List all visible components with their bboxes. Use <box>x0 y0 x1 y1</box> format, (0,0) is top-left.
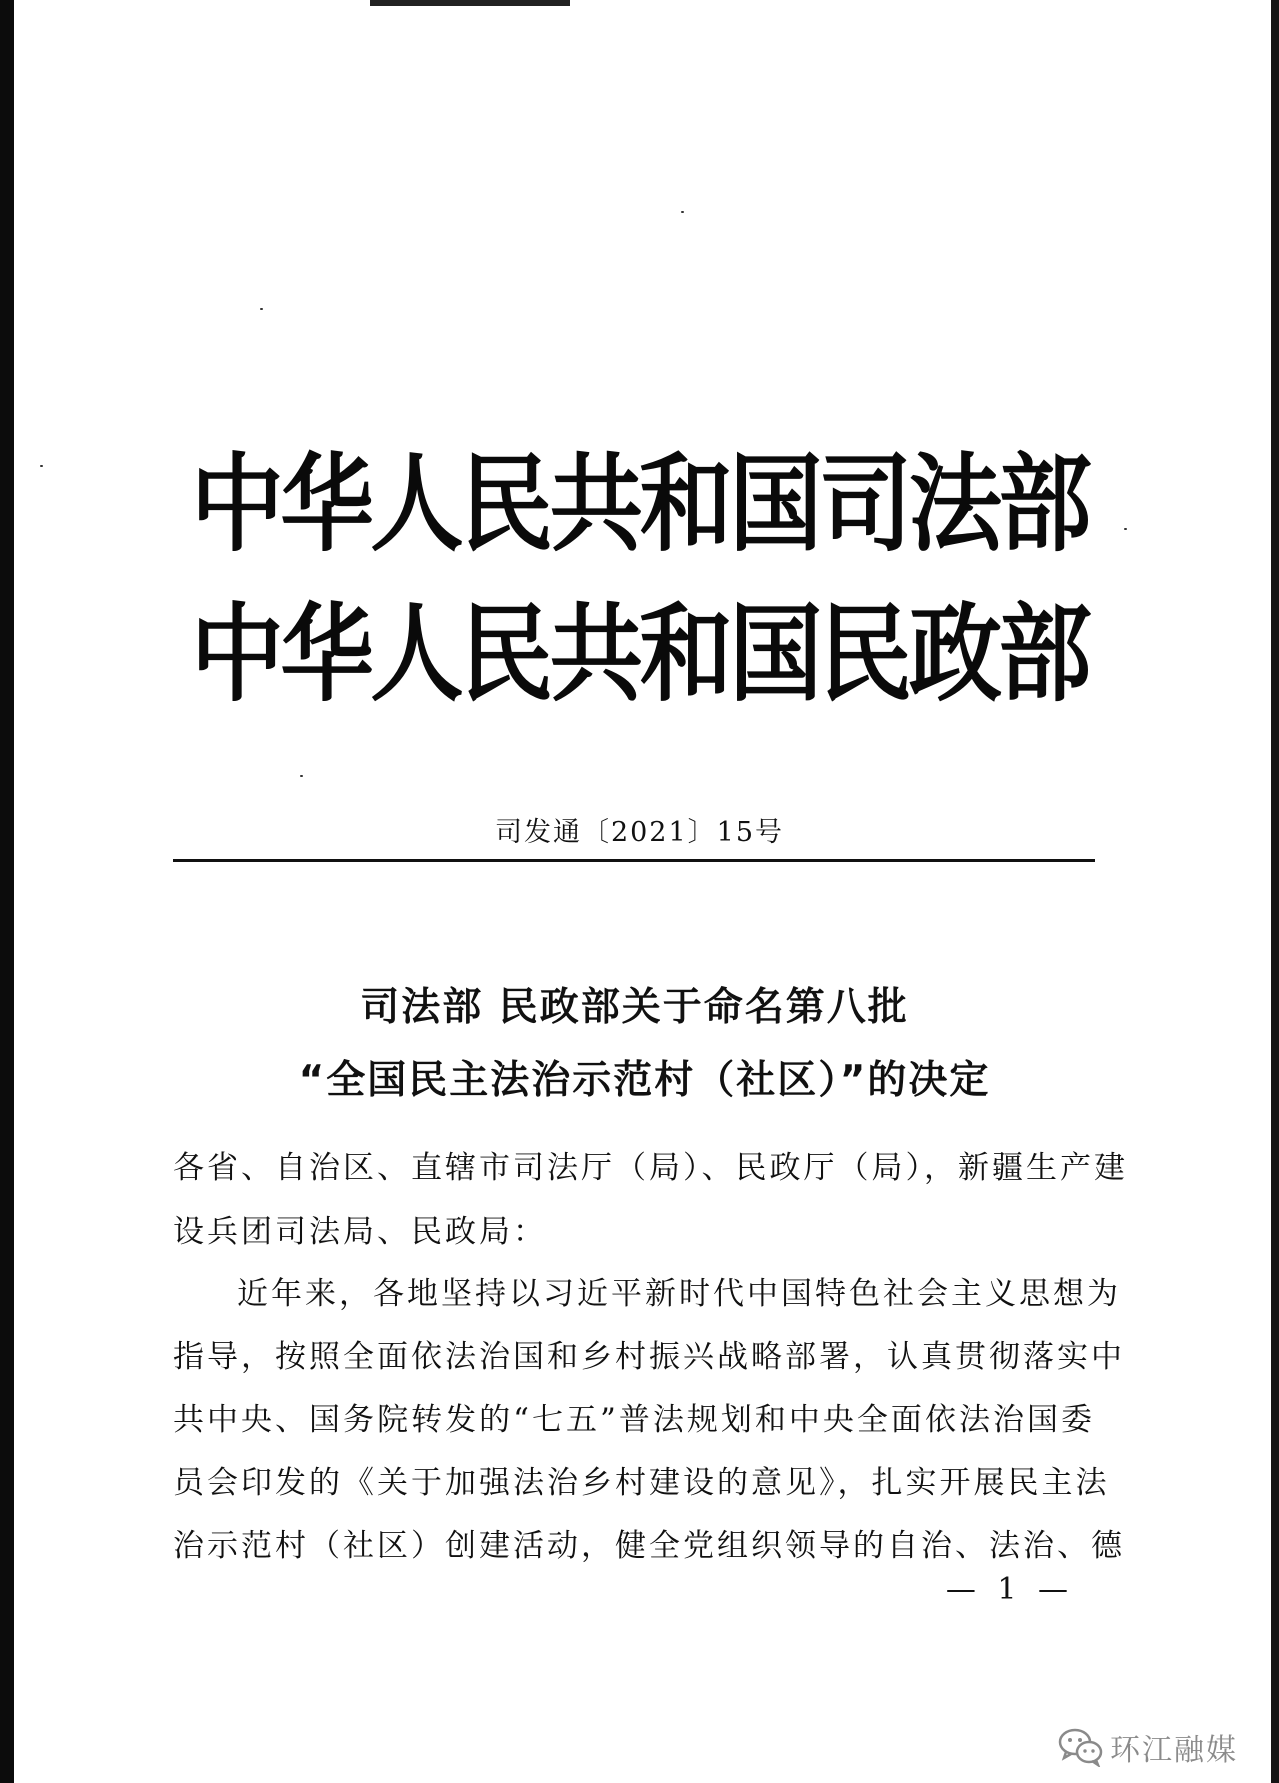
scan-speck <box>300 775 303 777</box>
watermark-text: 环江融媒 <box>1110 1733 1238 1768</box>
document-title-line-2: “全国民主法治示范村（社区）”的决定 <box>298 1058 991 1103</box>
scan-edge-left <box>0 0 14 1783</box>
body-line: 各省、自治区、直辖市司法厅（局）、民政厅（局），新疆生产建 <box>173 1150 1128 1186</box>
body-line: 设兵团司法局、民政局： <box>173 1214 547 1250</box>
document-title-line-1: 司法部 民政部关于命名第八批 <box>360 985 909 1030</box>
scan-speck <box>681 211 684 213</box>
scan-edge-top <box>370 0 570 6</box>
issuing-authority-civil-affairs: 中华人民共和国民政部 <box>190 593 1089 716</box>
body-line: 指导，按照全面依法治国和乡村振兴战略部署，认真贯彻落实中 <box>173 1339 1125 1375</box>
body-line: 近年来，各地坚持以习近平新时代中国特色社会主义思想为 <box>237 1276 1121 1312</box>
source-watermark <box>1058 1725 1238 1769</box>
body-line: 治示范村（社区）创建活动，健全党组织领导的自治、法治、德 <box>173 1528 1125 1564</box>
scan-speck <box>40 465 43 467</box>
body-line: 员会印发的《关于加强法治乡村建设的意见》，扎实开展民主法 <box>173 1465 1110 1501</box>
header-divider <box>173 859 1095 862</box>
wechat-icon <box>1058 1727 1104 1767</box>
page-number: — 1 — <box>945 1572 1074 1607</box>
issuing-authority-justice: 中华人民共和国司法部 <box>190 443 1089 566</box>
body-line: 共中央、国务院转发的“七五”普法规划和中央全面依法治国委 <box>173 1402 1095 1438</box>
document-number: 司发通〔2021〕15号 <box>494 817 785 848</box>
scan-speck <box>260 308 263 310</box>
scan-edge-right <box>1271 0 1279 1783</box>
